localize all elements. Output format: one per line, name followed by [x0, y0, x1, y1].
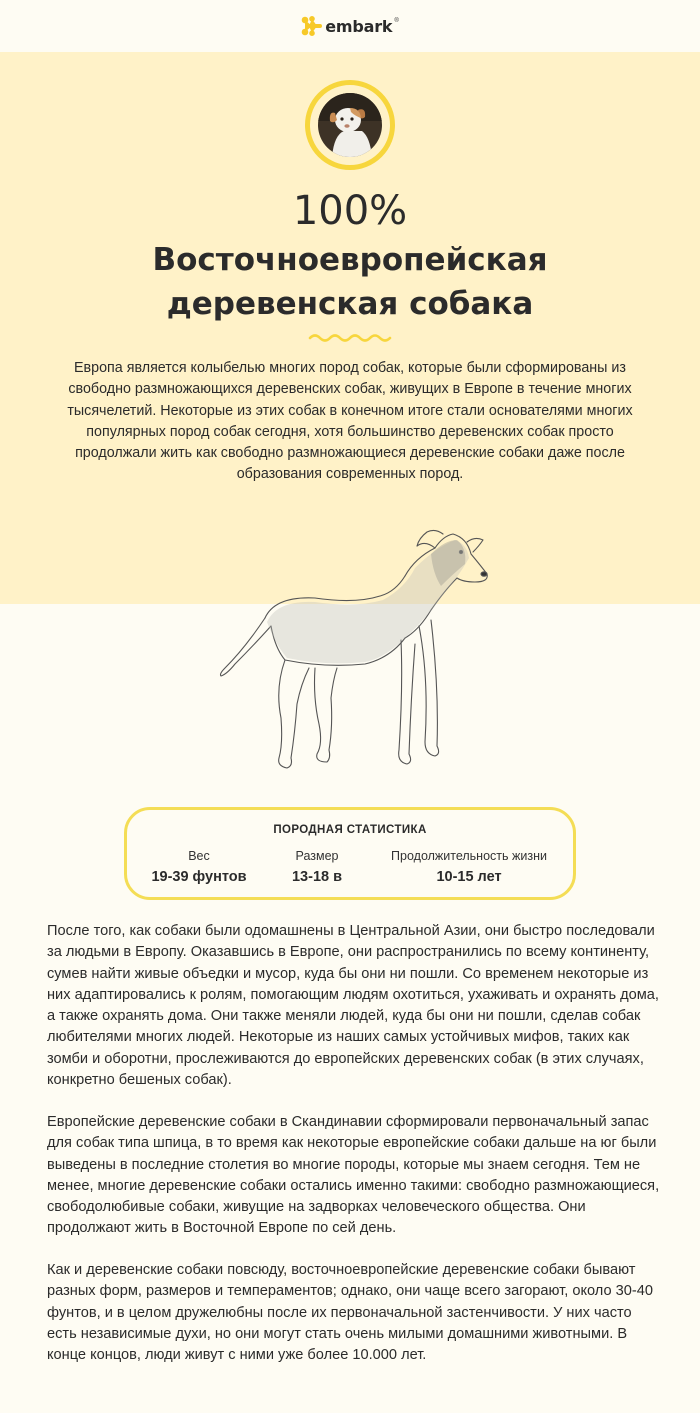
breed-name-title: Восточноевропейская деревенская собака	[152, 242, 548, 322]
embark-logo[interactable]	[301, 16, 399, 36]
stat-weight	[139, 848, 259, 885]
stat-label: Вес	[188, 849, 210, 863]
stat-value: 19-39 фунтов	[151, 869, 247, 885]
embark-bone-logo-icon	[301, 16, 323, 36]
puppy-avatar-image	[318, 93, 382, 157]
ancestry-percentage: 100%	[292, 188, 408, 234]
dog-sketch-illustration	[205, 518, 495, 773]
logo-trademark: ®	[394, 18, 399, 24]
stat-label: Размер	[295, 849, 339, 863]
breed-avatar-frame	[305, 80, 395, 170]
stat-lifespan	[379, 848, 559, 885]
history-paragraph: После того, как собаки были одомашнены в Центральной Азии, они быстро последовали за людьми в Европу. Оказавшись в Европе, они распространились по всему континенту, сумев найти живые объедки и мусор, куда бы они ни пошли. Со временем некоторые из них адаптировались к ролям, помогающим людям охотиться, ухаживать и охранять дома, а также охранять дома. Они также меняли людей, куда бы они ни пошли, сделав собак любителями многих людей. Некоторые из наших самых устойчивых мифов, таких как зомби и оборотни, прослеживаются до европейских деревенских собак (в этих случаях, конкретно бешеных собак).	[47, 923, 659, 1089]
stat-value: 10-15 лет	[436, 869, 502, 885]
breed-intro-text: Европа является колыбелью многих пород собак, которые были сформированы из свободно размножающихся деревенских собак, живущих в Европе в течение многих тысячелетий. Некоторые из этих собак в конечном итоге стали основателями многих популярных пород собак сегодня, хотя большинство деревенских собак просто продолжали жить как свободно размножающиеся деревенские собаки даже после образования современных пород.	[67, 360, 633, 483]
stats-title: ПОРОДНАЯ СТАТИСТИКА	[273, 824, 427, 836]
temperament-paragraph: Как и деревенские собаки повсюду, восточноевропейские деревенские собаки бывают разных форм, размеров и темпераментов; однако, они чаще всего загорают, около 30-40 фунтов, и в целом дружелюбны после их первоначальной застенчивости. У них часто есть независимые духи, но они могут стать очень милыми домашними животными. В конце концов, люди живут с ними уже более 10.000 лет.	[47, 1262, 653, 1364]
site-header	[0, 0, 700, 52]
logo-text: embark	[325, 16, 393, 36]
stat-label: Продолжительность жизни	[391, 849, 547, 863]
scandinavia-paragraph: Европейские деревенские собаки в Скандинавии сформировали первоначальный запас для собак типа шпица, в то время как некоторые европейские собаки дальше на юг были выведены в последние столетия во многие породы, которые мы знаем сегодня. Тем не менее, многие деревенские собаки остались именно такими: свободно размножающиеся, свободолюбивые собаки, живущие на задворках человеческого общества. Они продолжают жить в Восточной Европе по сей день.	[47, 1114, 660, 1237]
breed-stats-card	[124, 807, 576, 900]
squiggle-divider-icon	[308, 332, 394, 344]
stat-value: 13-18 в	[291, 869, 343, 885]
stat-size	[269, 848, 365, 885]
